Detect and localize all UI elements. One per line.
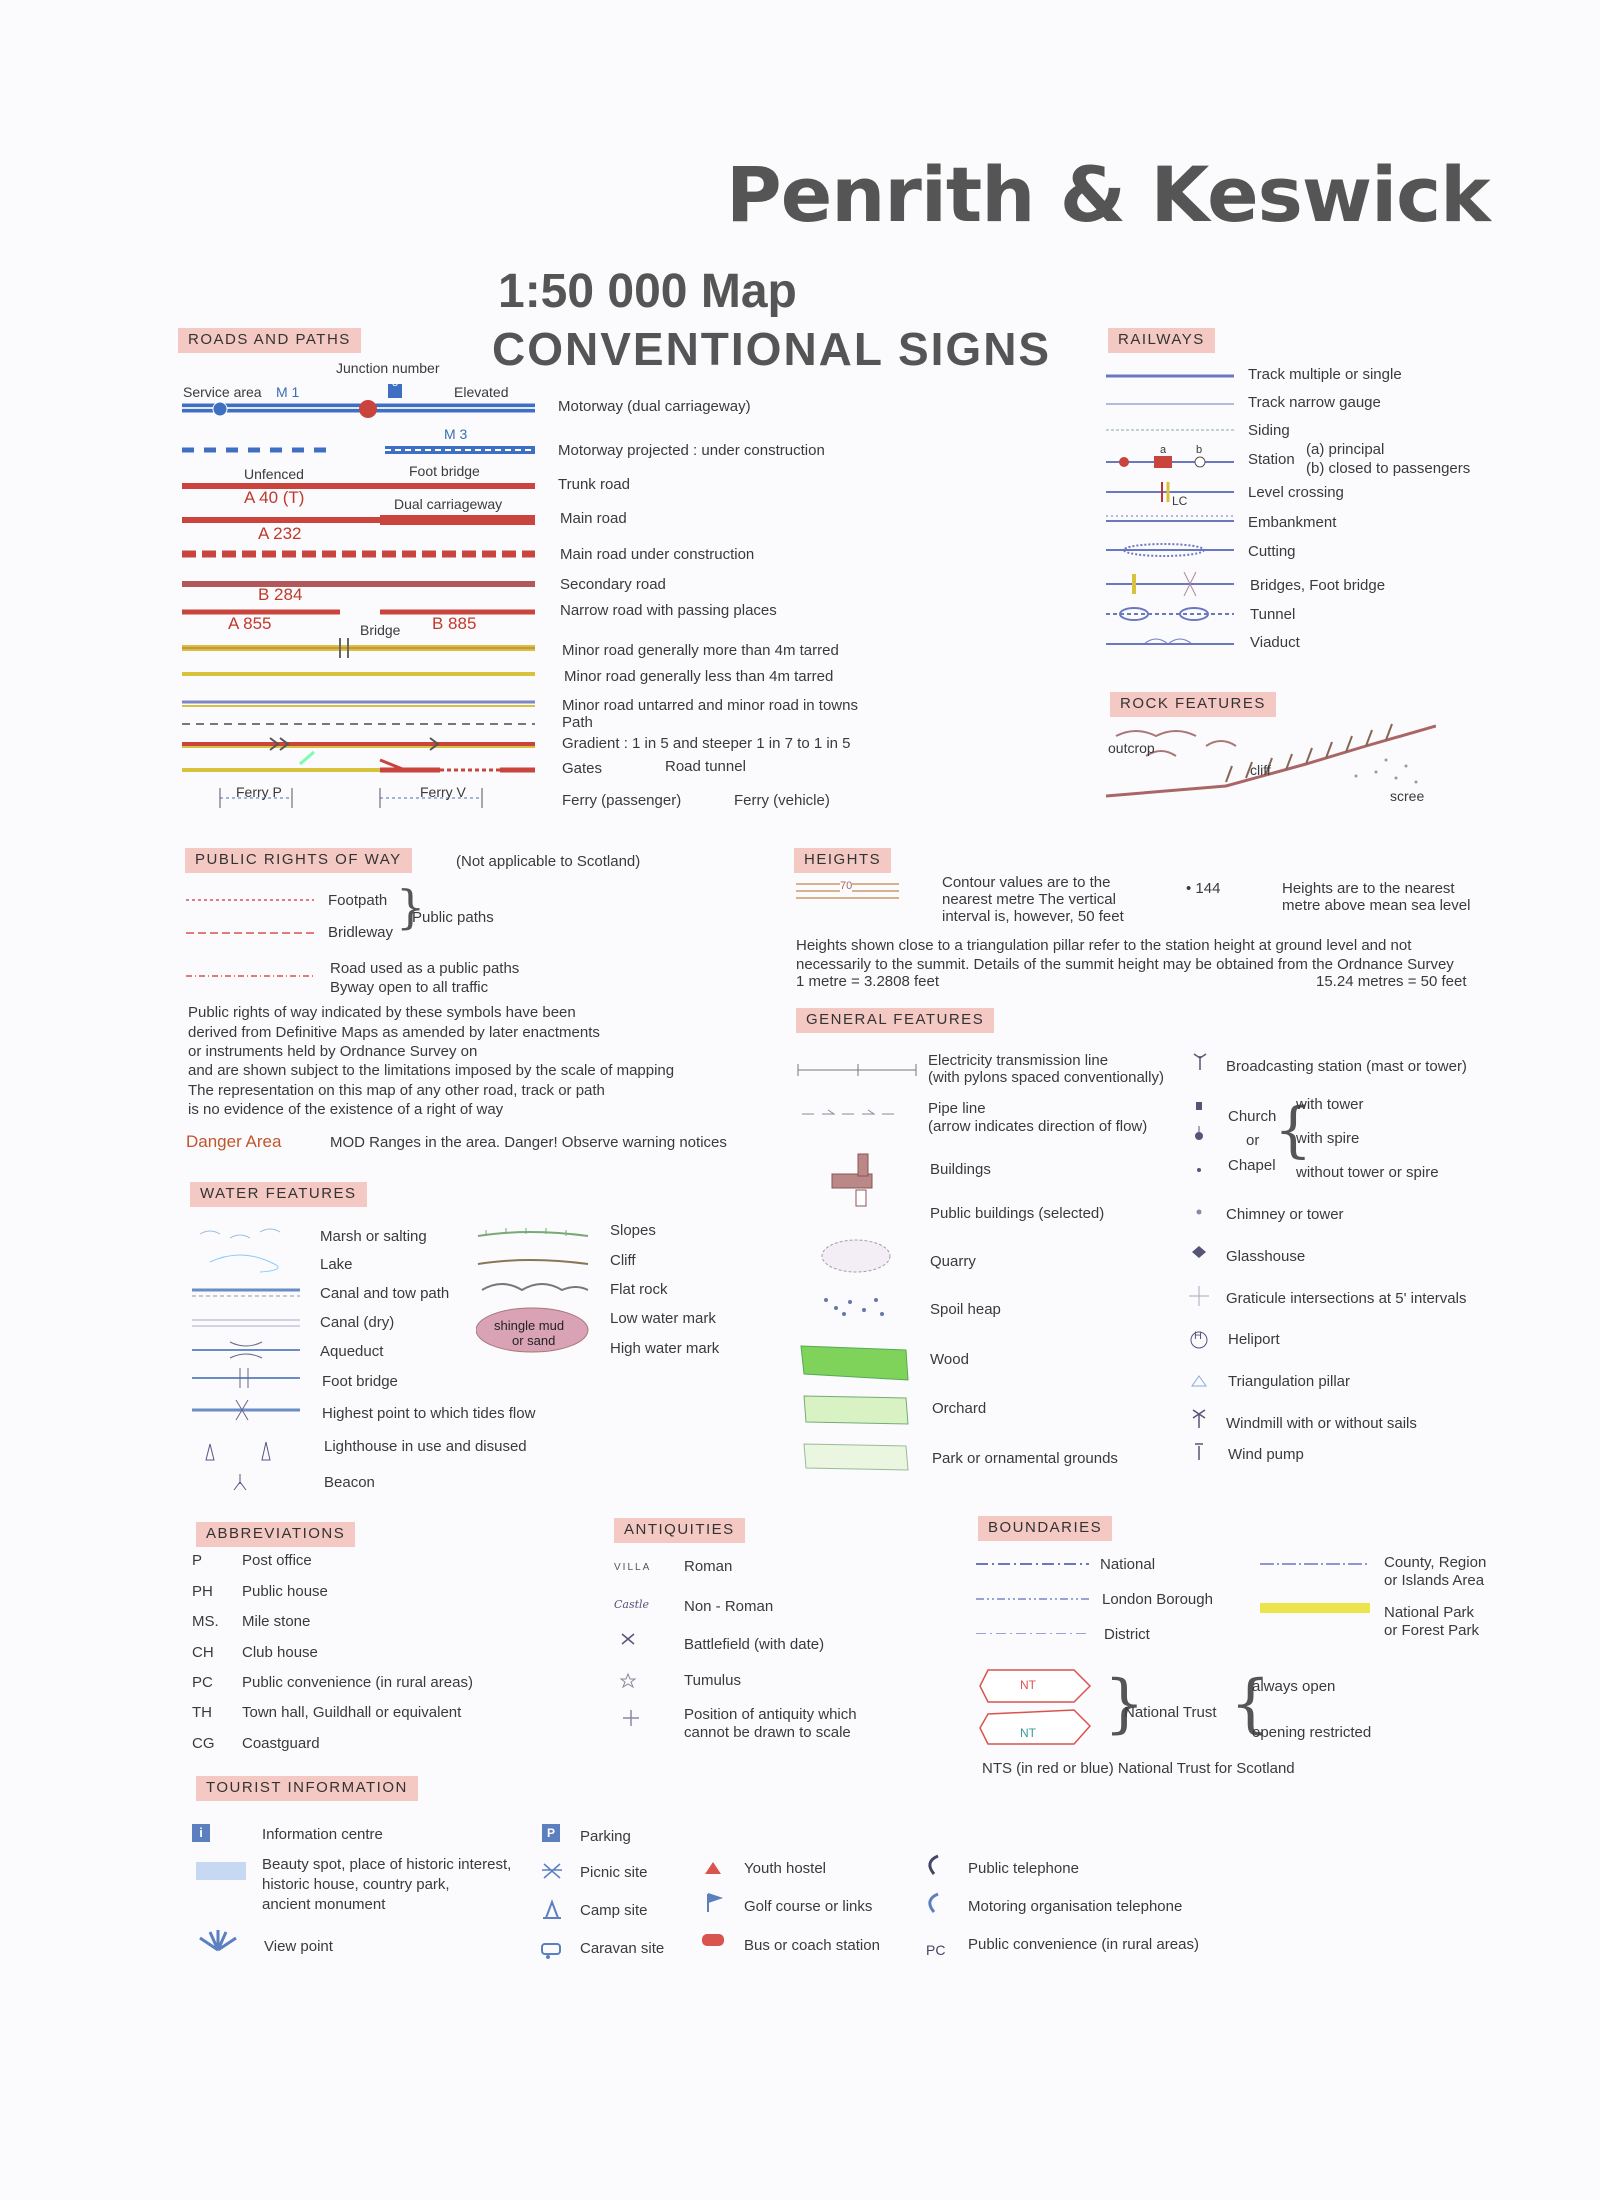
gf-with-spire: with spire [1296,1130,1360,1147]
abbrev-code-pc: PC [192,1674,213,1691]
rock-heading: ROCK FEATURES [1110,692,1276,717]
road-item-trunk: Trunk road [558,476,630,493]
tourist-golf: Golf course or links [744,1898,873,1915]
spot-text-2: metre above mean sea level [1282,897,1471,914]
tourist-view-point: View point [264,1938,333,1955]
beauty-spot-icon [196,1862,246,1880]
bridge-label: Bridge [360,622,401,638]
prow-text-1: Public rights of way indicated by these symbols have been [188,1004,576,1021]
water-symbols-left [190,1218,310,1498]
parking-icon: P [542,1824,560,1842]
gf-buildings: Buildings [930,1161,991,1178]
tourist-icons-col3 [700,1860,726,1960]
road-item-secondary: Secondary road [560,576,666,593]
tourist-beauty-1: Beauty spot, place of historic interest, [262,1856,512,1873]
general-heading: GENERAL FEATURES [796,1008,994,1033]
pillar-text-1: Heights shown close to a triangulation pillar refer to the station height at ground level and not [796,937,1412,954]
water-canal: Canal and tow path [320,1285,450,1302]
church-brace: { [1274,1095,1313,1165]
gf-with-tower: with tower [1296,1096,1364,1113]
road-item-gradient: Gradient : 1 in 5 and steeper 1 in 7 to 1 in 5 [562,735,851,752]
heights-heading: HEIGHTS [794,848,891,873]
map-scale-title: 1:50 000 Map [498,265,797,318]
water-slopes: Slopes [610,1222,656,1239]
water-footbridge: Foot bridge [322,1373,398,1390]
road-item-tunnel: Road tunnel [665,758,746,775]
nt-label-1: NT [1020,1678,1036,1692]
antiquity-symbols [618,1630,648,1730]
road-item-narrow: Narrow road with passing places [560,602,777,619]
road-item-ferry-vehicle: Ferry (vehicle) [734,792,830,809]
tourist-icons-col4 [922,1852,946,1922]
gf-park: Park or ornamental grounds [932,1450,1118,1467]
contour-text-1: Contour values are to the [942,874,1111,891]
tourist-motoring: Motoring organisation telephone [968,1898,1183,1915]
road-item-minor-less: Minor road generally less than 4m tarred [564,668,834,685]
gf-orchard: Orchard [932,1400,987,1417]
station-a: a [1160,444,1167,456]
gf-wind-pump: Wind pump [1228,1446,1304,1463]
outcrop-label: outcrop [1108,740,1155,756]
elevated-label: Elevated [454,384,509,400]
gf-chapel: Chapel [1228,1157,1276,1174]
bridleway-label: Bridleway [328,924,394,941]
prow-symbols [184,890,324,980]
rail-item-viaduct: Viaduct [1250,634,1300,651]
gf-electricity: Electricity transmission line [928,1052,1109,1069]
contour-value: 70 [840,880,853,892]
gf-graticule: Graticule intersections at 5' intervals [1226,1290,1467,1307]
page-title: Penrith & Keswick [726,150,1490,239]
pillar-text-2: necessarily to the summit. Details of the summit height may be obtained from the Ordnance Survey [796,956,1454,973]
gf-glasshouse: Glasshouse [1226,1248,1306,1265]
water-marsh: Marsh or salting [320,1228,427,1245]
abbrev-public-convenience: Public convenience (in rural areas) [242,1674,473,1691]
prow-brace: } [396,880,426,934]
gf-heliport: Heliport [1228,1331,1280,1348]
lc-label: LC [1172,494,1188,508]
railways-heading: RAILWAYS [1108,328,1215,353]
water-high-mark: High water mark [610,1340,720,1357]
nt-always-open: always open [1252,1678,1336,1695]
pc-icon: PC [926,1942,946,1958]
boundary-national-park: National Park [1384,1604,1475,1621]
nt-brace: } [1104,1667,1145,1741]
footbridge-label: Foot bridge [409,463,480,479]
abbrev-code-ch: CH [192,1644,214,1661]
antiquity-tumulus: Tumulus [684,1672,741,1689]
tourist-beauty-3: ancient monument [262,1896,386,1913]
road-item-minor-more: Minor road generally more than 4m tarred [562,642,839,659]
boundary-county: County, Region [1384,1554,1487,1571]
junction-number: 3 [392,377,399,389]
abbrev-post-office: Post office [242,1552,312,1569]
road-item-gates: Gates [562,760,603,777]
rail-item-embankment: Embankment [1248,514,1337,531]
water-heading: WATER FEATURES [190,1182,367,1207]
rail-item-multiple: Track multiple or single [1248,366,1402,383]
abbrev-town-hall: Town hall, Guildhall or equivalent [242,1704,462,1721]
road-item-main-construction: Main road under construction [560,546,755,563]
nt-brace-right: { [1230,1667,1271,1741]
ferry-v-label: Ferry V [420,784,466,800]
abbrev-heading: ABBREVIATIONS [196,1522,355,1547]
or-sand-label: or sand [512,1333,556,1348]
road-item-path: Path [562,714,593,731]
tourist-info-centre: Information centre [262,1826,383,1843]
water-lighthouse: Lighthouse in use and disused [324,1438,527,1455]
gf-electricity-note: (with pylons spaced conventionally) [928,1069,1164,1086]
prow-text-4: and are shown subject to the limitations imposed by the scale of mapping [188,1062,675,1079]
rail-item-principal: (a) principal [1306,441,1385,458]
antiquity-non-roman: Non - Roman [684,1598,774,1615]
prow-text-6: is no evidence of the existence of a right of way [188,1101,504,1118]
junction-label: Junction number [336,360,440,376]
gf-broadcasting: Broadcasting station (mast or tower) [1226,1058,1467,1075]
contour-text-3: interval is, however, 50 feet [942,908,1124,925]
rail-item-station: Station [1248,451,1295,468]
water-lake: Lake [320,1256,353,1273]
water-aqueduct: Aqueduct [320,1343,384,1360]
rail-item-bridges: Bridges, Foot bridge [1250,577,1386,594]
info-centre-icon: i [192,1824,210,1842]
tourist-beauty-2: historic house, country park, [262,1876,450,1893]
villa-symbol: VILLA [614,1562,652,1573]
general-symbols [796,1050,926,1490]
m3-label: M 3 [444,426,468,442]
boundary-symbols-right [1258,1556,1374,1616]
danger-area-label: Danger Area [186,1132,282,1151]
general-right-symbols [1186,1052,1216,1472]
boundary-symbols [974,1554,1094,1634]
heliport-h: H [1194,1330,1202,1342]
prow-text-2: derived from Definitive Maps as amended by later enactments [188,1024,600,1041]
roads-symbols [180,368,540,828]
tourist-bus: Bus or coach station [744,1937,880,1954]
metre-conversion: 1 metre = 3.2808 feet [796,973,940,990]
water-flat-rock: Flat rock [610,1281,668,1298]
contour-text-2: nearest metre The vertical [942,891,1116,908]
boundary-district: District [1104,1626,1150,1643]
water-tides: Highest point to which tides flow [322,1405,536,1422]
gf-quarry: Quarry [930,1253,976,1270]
abbrev-code-p: P [192,1552,203,1569]
metres-conversion: 15.24 metres = 50 feet [1316,973,1467,990]
road-used-label: Road used as a public paths [330,960,520,977]
road-item-motorway-projected: Motorway projected : under construction [558,442,825,459]
tourist-icons-col2 [540,1860,564,1980]
rock-symbol [1106,716,1436,806]
gf-spoil-heap: Spoil heap [930,1301,1001,1318]
water-canal-dry: Canal (dry) [320,1314,395,1331]
a40-label: A 40 (T) [244,488,305,507]
spot-height: • 144 [1186,880,1221,897]
tourist-parking: Parking [580,1828,631,1845]
nts-note: NTS (in red or blue) National Trust for Scotland [982,1760,1295,1777]
gf-triangulation: Triangulation pillar [1228,1373,1351,1390]
road-item-ferry-passenger: Ferry (passenger) [562,792,682,809]
railway-symbols [1104,364,1244,654]
roads-heading: ROADS AND PATHS [178,328,361,353]
tourist-heading: TOURIST INFORMATION [196,1776,418,1801]
gf-without-tower: without tower or spire [1296,1164,1439,1181]
nt-restricted: opening restricted [1252,1724,1372,1741]
b284-label: B 284 [258,585,303,604]
boundary-national-park-2: or Forest Park [1384,1622,1480,1639]
gf-church: Church [1228,1108,1277,1125]
prow-text-5: The representation on this map of any other road, track or path [188,1082,605,1099]
gf-public-buildings: Public buildings (selected) [930,1205,1105,1222]
byway-label: Byway open to all traffic [330,979,489,996]
abbrev-public-house: Public house [242,1583,328,1600]
shingle-mud-label: shingle mud [494,1318,565,1333]
dual-carriageway-label: Dual carriageway [394,496,503,512]
gf-wood: Wood [930,1351,969,1368]
tourist-picnic: Picnic site [580,1864,648,1881]
gf-chimney: Chimney or tower [1226,1206,1344,1223]
road-item-motorway: Motorway (dual carriageway) [558,398,751,415]
prow-note: (Not applicable to Scotland) [456,853,641,870]
gf-or: or [1246,1132,1260,1149]
antiquity-position: Position of antiquity which [684,1706,857,1723]
gf-pipeline: Pipe line [928,1100,986,1117]
antiquity-position-2: cannot be drawn to scale [684,1724,851,1741]
prow-heading: PUBLIC RIGHTS OF WAY [185,848,412,873]
rail-item-closed: (b) closed to passengers [1306,460,1471,477]
danger-area-text: MOD Ranges in the area. Danger! Observe warning notices [330,1134,727,1151]
rail-item-level-crossing: Level crossing [1248,484,1344,501]
abbrev-code-th: TH [192,1704,212,1721]
national-trust-label: National Trust [1124,1704,1217,1721]
conventional-signs-title: CONVENTIONAL SIGNS [492,323,1052,375]
boundary-county-2: or Islands Area [1384,1572,1485,1589]
cliff-label: cliff [1250,762,1271,778]
abbrev-code-ph: PH [192,1583,213,1600]
antiquity-battlefield: Battlefield (with date) [684,1636,825,1653]
boundary-national: National [1100,1556,1156,1573]
road-item-main: Main road [560,510,627,527]
service-area-label: Service area [183,384,262,400]
rail-item-cutting: Cutting [1248,543,1296,560]
gf-pipeline-note: (arrow indicates direction of flow) [928,1118,1148,1135]
gf-windmill: Windmill with or without sails [1226,1415,1417,1432]
a232-label: A 232 [258,524,302,543]
footpath-label: Footpath [328,892,388,909]
boundaries-heading: BOUNDARIES [978,1516,1112,1541]
m1-label: M 1 [276,384,300,400]
tourist-caravan: Caravan site [580,1940,665,1957]
abbrev-code-cg: CG [192,1735,215,1752]
antiquity-roman: Roman [684,1558,733,1575]
rail-item-narrow: Track narrow gauge [1248,394,1381,411]
abbrev-code-ms: MS. [192,1613,219,1630]
tourist-camp: Camp site [580,1902,648,1919]
castle-symbol: Castle [614,1598,650,1611]
unfenced-label: Unfenced [244,466,304,482]
b885-label: B 885 [432,614,477,633]
national-trust-symbols [978,1664,1098,1754]
antiquities-heading: ANTIQUITIES [614,1518,745,1543]
tourist-youth-hostel: Youth hostel [744,1860,827,1877]
rail-item-tunnel: Tunnel [1250,606,1296,623]
rail-item-siding: Siding [1248,422,1290,439]
water-cliff: Cliff [610,1252,636,1269]
public-paths-label: Public paths [412,909,494,926]
tourist-phone: Public telephone [968,1860,1079,1877]
water-low-mark: Low water mark [610,1310,716,1327]
water-beacon: Beacon [324,1474,375,1491]
abbrev-coastguard: Coastguard [242,1735,320,1752]
a855-label: A 855 [228,614,272,633]
nt-label-2: NT [1020,1726,1036,1740]
boundary-london: London Borough [1102,1591,1213,1608]
ferry-p-label: Ferry P [236,784,282,800]
tourist-public-convenience: Public convenience (in rural areas) [968,1936,1199,1953]
abbrev-club-house: Club house [242,1644,318,1661]
station-b: b [1196,444,1203,456]
view-point-icon [196,1930,240,1952]
road-item-untarred: Minor road untarred and minor road in towns [562,697,858,714]
scree-label: scree [1390,788,1425,804]
spot-text-1: Heights are to the nearest [1282,880,1455,897]
prow-text-3: or instruments held by Ordnance Survey on [188,1043,478,1060]
abbrev-mile-stone: Mile stone [242,1613,311,1630]
